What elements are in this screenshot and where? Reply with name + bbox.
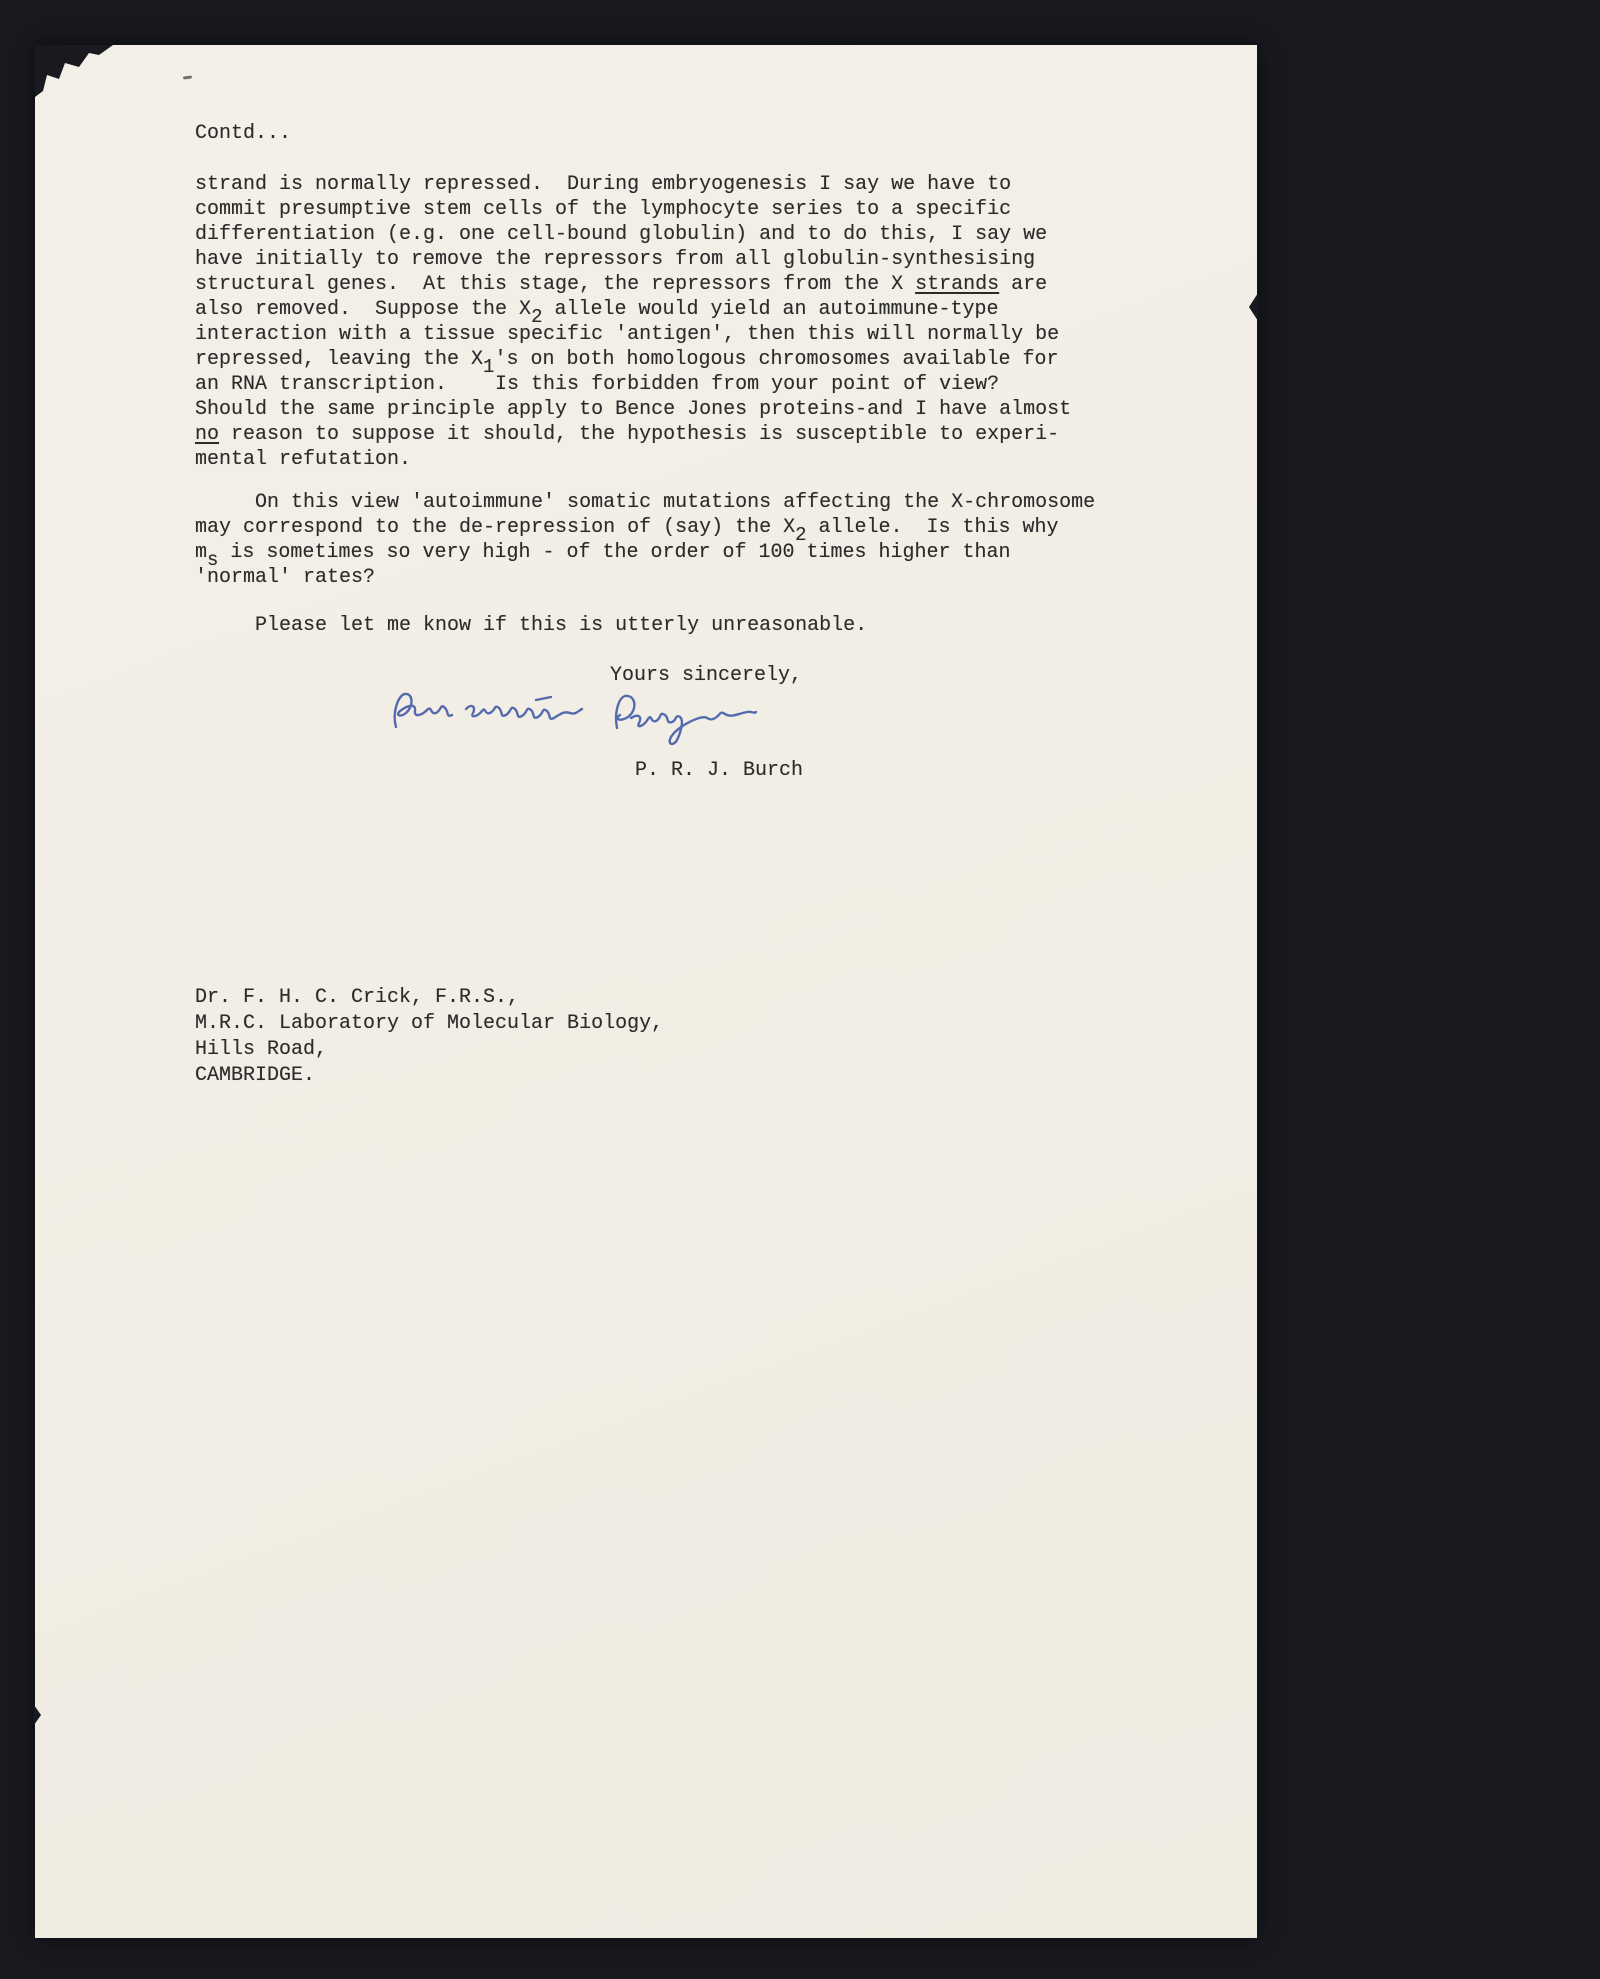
letter-paragraph [195, 172, 1199, 472]
letter-body [195, 172, 1199, 638]
letter-line: also removed. Suppose the X2 allele would yield an autoimmune-type [195, 298, 999, 328]
letter-line: ms is sometimes so very high - of the order of 100 times higher than [195, 541, 1011, 571]
recipient-line: M.R.C. Laboratory of Molecular Biology, [195, 1012, 664, 1035]
letter-line: have initially to remove the repressors from all globulin-synthesising [195, 248, 1036, 271]
letter-line: differentiation (e.g. one cell-bound globulin) and to do this, I say we [195, 223, 1048, 246]
signature-best-wishes [388, 683, 588, 743]
recipient-address [195, 985, 1199, 1089]
signature-block [195, 688, 1199, 758]
closing-typed-name: P. R. J. Burch [635, 759, 804, 782]
recipient-line: CAMBRIDGE. [195, 1064, 316, 1087]
letter-line: mental refutation. [195, 448, 412, 471]
letter-line: structural genes. At this stage, the repressors from the X strands are [195, 273, 1048, 296]
letter-page [35, 45, 1257, 1938]
letter-line: Please let me know if this is utterly unreasonable. [195, 614, 868, 637]
signature-philip [607, 688, 757, 750]
letter-line: interaction with a tissue specific 'antigen', then this will normally be [195, 323, 1060, 346]
contd-label: Contd... [195, 122, 292, 145]
letter-line: commit presumptive stem cells of the lymphocyte series to a specific [195, 198, 1012, 221]
letter-line: may correspond to the de-repression of (say) the X2 allele. Is this why [195, 516, 1059, 546]
letter-line: an RNA transcription. Is this forbidden from your point of view? [195, 373, 1000, 396]
letter-paragraph [195, 613, 1199, 638]
closing-salutation: Yours sincerely, [610, 664, 803, 687]
letter-content [35, 45, 1257, 1938]
letter-line: strand is normally repressed. During embryogenesis I say we have to [195, 173, 1012, 196]
letter-line: repressed, leaving the X1's on both homologous chromosomes available for [195, 348, 1059, 378]
recipient-line: Hills Road, [195, 1038, 328, 1061]
letter-paragraph [195, 490, 1199, 590]
letter-line: On this view 'autoimmune' somatic mutations affecting the X-chromosome [195, 491, 1096, 514]
letter-line: 'normal' rates? [195, 566, 376, 589]
letter-line: no reason to suppose it should, the hypothesis is susceptible to experi- [195, 423, 1060, 446]
recipient-line: Dr. F. H. C. Crick, F.R.S., [195, 986, 520, 1009]
letter-line: Should the same principle apply to Bence Jones proteins-and I have almost [195, 398, 1072, 421]
